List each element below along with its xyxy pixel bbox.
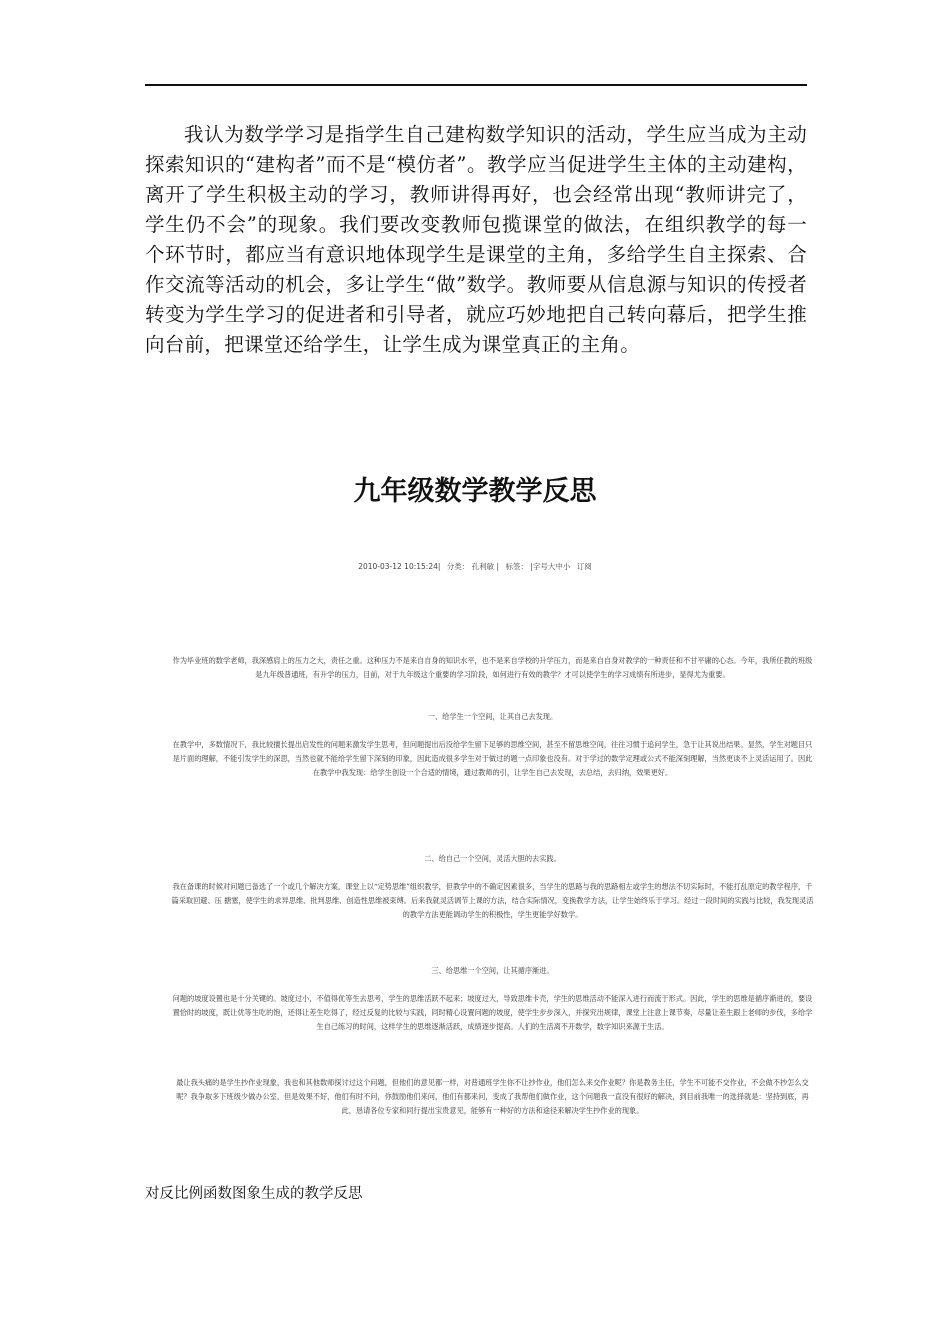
article-title: 九年级数学教学反思 bbox=[353, 476, 597, 507]
article-paragraph-1: 作为毕业班的数学老师，我深感肩上的压力之大，责任之重。这种压力不是来自自身的知识水平，也不是来自学校的升学压力，而是来自自身对教学的一种责任和不甘平庸的心态。今年，我所任教的班级是九年级普通班，有升学的压力，目前，对于九年级这个重要的学习阶段，如何进行有效的教学？才可以使学生的学习成绩有所进步，显得尤为重要。 bbox=[172, 656, 813, 679]
article-paragraph-3: 我在备课的时候对问题已备选了一个或几个解决方案，课堂上以“定势思维”组织教学，但教学中的不确定因素很多，当学生的思路与我的思路相左或学生的想法不切实际时，不能打乱原定的教学程序，千篇采取回避、压 搪塞，使学生的求异思维、批判思维、创造性思维被束缚。后来我就灵活调节上课的方法，结合实际情况，变换教学方法，让学生始终乐于学习。经过一段时间的实践与比较，我发现灵活的教学方法更能调动学生的积极性，学生更能学好数学。 bbox=[171, 882, 814, 919]
meta-subscribe[interactable]: 订阅 bbox=[576, 562, 592, 571]
next-section-title: 对反比例函数图象生成的教学反思 bbox=[145, 1186, 363, 1202]
meta-datetime: 2010-03-12 10:15:24| bbox=[358, 562, 441, 571]
article-paragraph-4: 问题的坡度设置也是十分关键的。坡度过小，不值得优等生去思考，学生的思维活跃不起来；坡度过大，导致思维卡壳，学生的思维活动不能深入进行而流于形式。因此，学生的思维是循序渐进的，要设置恰时的坡度，既让优等生吃的饱，还得让差生吃得了，经过反复的比较与实践，同时精心设置问题的坡度，使学生步步深入，并探究出规律，课堂上注意上课节奏，尽量让差生跟上老师的步伐，多给学生自己练习的时间，这样学生的思维逐渐活跃，成绩逐步提高。人们的生活离不开数学，数学知识来源于生活。 bbox=[172, 994, 813, 1031]
meta-category[interactable]: 分类： 孔利敏 | bbox=[446, 562, 500, 571]
section-heading-1: 一、给学生一个空间，让其自己去发现。 bbox=[427, 712, 558, 721]
intro-paragraph: 我认为数学学习是指学生自己建构数学知识的活动，学生应当成为主动探索知识的“建构者”而不是“模仿者”。教学应当促进学生主体的主动建构，离开了学生积极主动的学习，教师讲得再好，也会经常出现“教师讲完了，学生仍不会”的现象。我们要改变教师包揽课堂的做法，在组织教学的每一个环节时，都应当有意识地体现学生是课堂的主角，多给学生自主探索、合作交流等活动的机会，多让学生“做”数学。教师要从信息源与知识的传授者转变为学生学习的促进者和引导者，就应巧妙地把自己转向幕后，把学生推向台前，把课堂还给学生，让学生成为课堂真正的主角。 bbox=[145, 123, 807, 356]
article-paragraph-2: 在教学中，多数情况下，我比较擅长提出启发性的问题来激发学生思考，但问题提出后没给学生留下足够的思维空间，甚至不留思维空间，往往习惯于追问学生，急于让其说出结果。显然，学生对题目只是片面的理解，不能引发学生的深思，当然也就不能给学生留下深刻的印象，因此造成很多学生对于做过的题一点印象也没有。对于学过的数学定理或公式不能深刻理解，当然更谈不上灵活运用了。因此在教学中我发现：给学生创设一个合适的情境，通过教师的引，让学生自己去发现，去总结，去归纳，效果更好。 bbox=[172, 740, 813, 777]
section-heading-2: 二、给自己一个空间，灵活大胆的去实践。 bbox=[424, 854, 561, 863]
article-meta bbox=[0, 561, 950, 573]
header-rule bbox=[145, 84, 807, 86]
article-paragraph-5: 最让我头痛的是学生抄作业现象，我也和其他数师探讨过这个问题，但他们的意见都一样，对普通班学生你不让抄作业，他们怎么来交作业呢？你是教务主任，学生不可能不交作业，不会做不抄怎么交呢？我争取多下班级少做办公室，但是效果不好，他们有时不问，你鼓励他们来问，他们有都来问，变成了我帮他们做作业，这个问题我一直没有很好的解决，到目前我唯一的选择就是：坚持到底，再此，恳请各位专家和同行提出宝贵意见，能够有一种好的方法和途径来解决学生抄作业的现象。 bbox=[176, 1078, 809, 1115]
section-heading-3: 三、给思维一个空间，让其循序渐进。 bbox=[431, 966, 554, 975]
meta-tags[interactable]: 标签： |字号大中小 bbox=[505, 562, 571, 571]
